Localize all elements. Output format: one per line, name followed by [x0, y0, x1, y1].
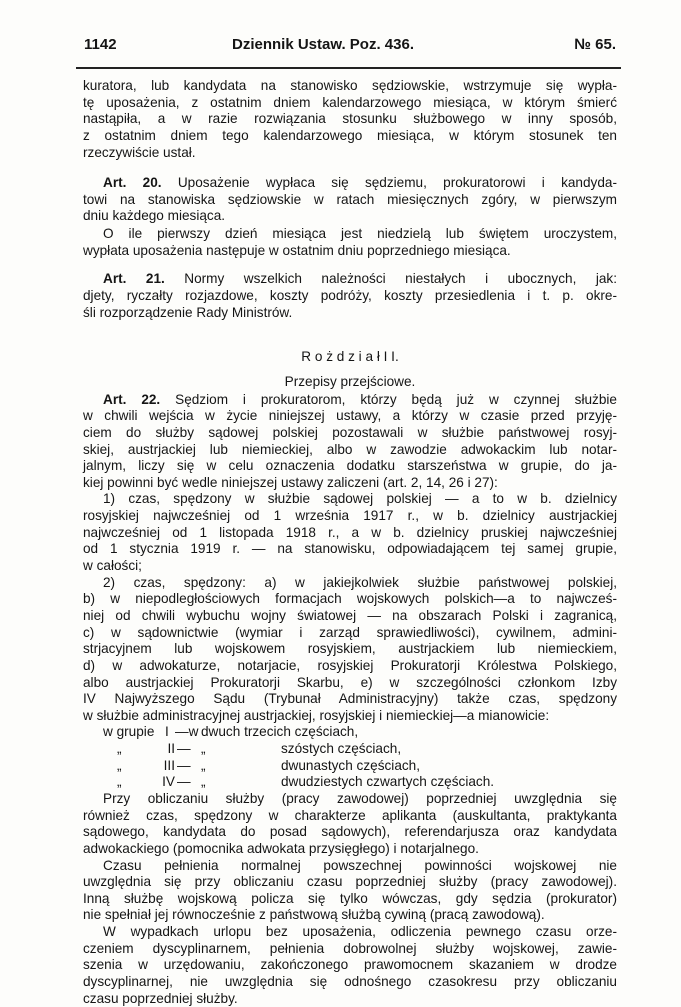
line-text: IV Najwyższego Sądu (Trybunał Administracyjny) także czas, spędzony [83, 691, 617, 707]
line-text: w chwili wejścia w życie niniejszej ustawy, a którzy w czasie przed przyję- [83, 408, 617, 424]
group-ditto: „ [117, 774, 122, 790]
text-line [83, 858, 617, 875]
text-line [83, 458, 617, 475]
group-num: I [165, 724, 169, 740]
line-text: skiej, austrjackiej lub niemieckiej, albo w zawodzie adwokackim lub notar- [83, 441, 617, 457]
group-ditto: „ [117, 741, 122, 757]
line-text: rzeczywiście ustał. [83, 144, 196, 160]
group-text: dwuch trzecich częściach, [201, 724, 359, 740]
page-number: 1142 [84, 36, 117, 53]
line-text: R o ż d z i a ł I I. [301, 349, 399, 365]
line-text: 1) czas, spędzony w służbie sądowej polskiej — a to w b. dzielnicy [103, 491, 617, 507]
text-line [83, 675, 617, 692]
article-number: Art. 21. [103, 271, 165, 287]
text-line [83, 708, 617, 725]
text-line [83, 907, 617, 924]
text-line [83, 305, 617, 322]
line-text: kiej powinni być wedle niniejszej ustawy zaliczeni (art. 2, 14, 26 i 27): [83, 474, 498, 490]
text-line [83, 475, 617, 492]
text-line [83, 175, 617, 192]
text-line [83, 957, 617, 974]
text-line [83, 641, 617, 658]
group-dash: — [177, 741, 191, 757]
text-line [83, 874, 617, 891]
group-list-item [83, 758, 617, 775]
line-text: towi na stanowiska sędziowskie w ratach miesięcznych zgóry, w pierwszym [83, 191, 617, 207]
line-text: W wypadkach urlopu bez uposażenia, odliczenia pewnego czasu orze- [103, 924, 617, 940]
journal-title: Dziennik Ustaw. Poz. 436. [232, 36, 414, 53]
line-text: czeniem dyscyplinarnem, pełnienia dobrowolnej służby wojskowej, zawie- [83, 940, 617, 956]
text-line [83, 425, 617, 442]
text-line [83, 208, 617, 225]
text-line [83, 558, 617, 575]
line-text: dyscyplinarnej, nie uwzględnia się odnośnego czasokresu przy obliczaniu [83, 974, 617, 990]
text-line [83, 891, 617, 908]
group-ditto: w grupie [103, 724, 155, 740]
issue-number: № 65. [574, 36, 616, 53]
text-line [83, 442, 617, 459]
text-line [83, 192, 617, 209]
text-line [83, 941, 617, 958]
text-line [83, 508, 617, 525]
group-dash: — [177, 757, 191, 773]
line-text: Uposażenie wypłaca się sędziemu, prokuratorowi i kandyda- [177, 175, 617, 191]
text-line [83, 608, 617, 625]
line-text: c) w sądownictwie (wymiar i zarząd sprawiedliwości), cywilnem, admini- [83, 624, 617, 640]
text-line [83, 288, 617, 305]
text-line [83, 991, 617, 1007]
text-line [83, 841, 617, 858]
group-text: szóstych częściach, [281, 741, 402, 757]
line-text: b) w niepodległościowych formacjach wojskowych polskich—a to najwcześ- [83, 591, 617, 607]
group-num: III [163, 757, 175, 773]
line-text: Przy obliczaniu służby (pracy zawodowej) poprzedniej uwzględnia się [103, 790, 617, 806]
group-text: dwunastych częściach, [281, 757, 421, 773]
line-text: w służbie administracyjnej austrjackiej, rosyjskiej i niemieckiej—a mianowicie: [83, 707, 550, 723]
text-line [83, 924, 617, 941]
text-line [83, 226, 617, 243]
line-text: szenia w urzędowaniu, zakończonego prawomocnem skazaniem w drodze [83, 957, 617, 973]
line-text: jalnym, liczy się w celu oznaczenia dodatku starszeństwa w grupie, do ja- [83, 458, 617, 474]
text-line [83, 392, 617, 409]
line-text: nastąpiła, a w razie rozwiązania stosunku służbowego w inny sposób, [83, 111, 617, 127]
article-number: Art. 20. [103, 175, 162, 191]
text-line [83, 271, 617, 288]
line-text: strjacyjnem lub wojskowem rosyjskiem, austrjackiem lub niemieckiem, [83, 641, 617, 657]
group-ditto2: „ [201, 757, 206, 773]
line-text: niej od chwili wybuchu wojny światowej — na obszarach Polski i zagranicą, [83, 607, 617, 623]
line-text: djety, ryczałty rozjazdowe, koszty podróży, koszty przesiedlenia i t. p. okre- [83, 288, 617, 304]
line-text: uwzględnia się przy obliczaniu czasu poprzedniej służby (pracy zawodowej). [83, 874, 617, 890]
group-list-item [83, 741, 617, 758]
line-text: Inną służbę wojskową policza się tylko wówczas, gdy sędzia (prokurator) [83, 890, 617, 906]
line-text: Normy wszelkich należności niestałych i ubocznych, jak: [184, 271, 617, 287]
text-line [83, 145, 617, 162]
line-text: najwcześniej od 1 listopada 1918 r., a w b. dzielnicy pruskiej najwcześniej [83, 524, 617, 540]
line-text: Czasu pełnienia normalnej powszechnej powinności wojskowej nie [103, 857, 617, 873]
line-text: kuratora, lub kandydata na stanowisko sędziowskie, wstrzymuje się wypła- [83, 78, 617, 93]
text-line [83, 128, 617, 145]
line-text: czasu poprzedniej służby. [83, 990, 238, 1006]
text-line [83, 111, 617, 128]
group-ditto2: „ [201, 774, 206, 790]
section-heading [83, 374, 617, 391]
text-line [83, 808, 617, 825]
line-text: albo austrjackiej Prokuratorji Skarbu, e) w szczególności członkom Izby [83, 674, 617, 690]
line-text: ciem do służby sądowej polskiej pozostawali w służbie państwowej rosyj- [83, 424, 617, 440]
text-line [83, 408, 617, 425]
group-list-item [83, 724, 617, 741]
line-text: z ostatnim dniem tego kalendarzowego miesiąca, w którym stosunek ten [83, 127, 617, 143]
line-text: również czas, spędzony w charakterze aplikanta (auskultanta, praktykanta [83, 807, 617, 823]
line-text: Przepisy przejściowe. [284, 373, 416, 389]
line-text: adwokackiego (pomocnika adwokata przysięgłego) i notarjalnego. [83, 840, 479, 856]
section-heading [83, 349, 617, 366]
text-line [83, 824, 617, 841]
document-body [83, 78, 617, 1007]
text-line [83, 575, 617, 592]
text-line [83, 691, 617, 708]
text-line [83, 625, 617, 642]
line-text: dniu każdego miesiąca. [83, 208, 226, 224]
group-ditto2: „ [201, 741, 206, 757]
group-num: II [167, 741, 175, 757]
text-line [83, 591, 617, 608]
header-rule [76, 67, 621, 69]
article-number: Art. 22. [103, 391, 161, 407]
line-text: Sędziom i prokuratorom, którzy będą już w czynnej służbie [175, 391, 617, 407]
text-line [83, 78, 617, 95]
text-line [83, 243, 617, 260]
group-dash: —w [175, 724, 199, 740]
text-line [83, 525, 617, 542]
group-num: IV [162, 774, 175, 790]
line-text: wypłata uposażenia następuje w ostatnim dniu poprzedniego miesiąca. [83, 242, 511, 258]
line-text: 2) czas, spędzony: a) w jakiejkolwiek służbie państwowej polskiej, [103, 574, 617, 590]
text-line [83, 791, 617, 808]
group-ditto: „ [117, 757, 122, 773]
group-list-item [83, 774, 617, 791]
line-text: rosyjskiej najwcześniej od 1 września 1917 r., w b. dzielnicy austrjackiej [83, 508, 617, 524]
line-text: tę uposażenia, z ostatnim dniem kalendarzowego miesiąca, w którym śmierć [83, 94, 617, 110]
page-header [84, 36, 618, 58]
text-line [83, 658, 617, 675]
line-text: nie spełniał jej równocześnie z państwową służbą cywiną (pracą zawodową). [83, 907, 545, 923]
line-text: od 1 stycznia 1919 r. — na stanowisku, odpowiadającem tej samej grupie, [83, 541, 617, 557]
line-text: O ile pierwszy dzień miesiąca jest niedzielą lub świętem uroczystem, [103, 226, 617, 242]
line-text: w całości; [83, 558, 142, 574]
line-text: sądowego, kandydata do posad sądowych), referendarjusza oraz kandydata [83, 824, 617, 840]
group-dash: — [177, 774, 191, 790]
text-line [83, 95, 617, 112]
text-line [83, 974, 617, 991]
group-text: dwudziestych czwartych częściach. [281, 774, 495, 790]
text-line [83, 541, 617, 558]
line-text: śli rozporządzenie Rady Ministrów. [83, 304, 293, 320]
line-text: d) w adwokaturze, notarjacie, rosyjskiej Prokuratorji Królestwa Polskiego, [83, 657, 617, 673]
text-line [83, 491, 617, 508]
